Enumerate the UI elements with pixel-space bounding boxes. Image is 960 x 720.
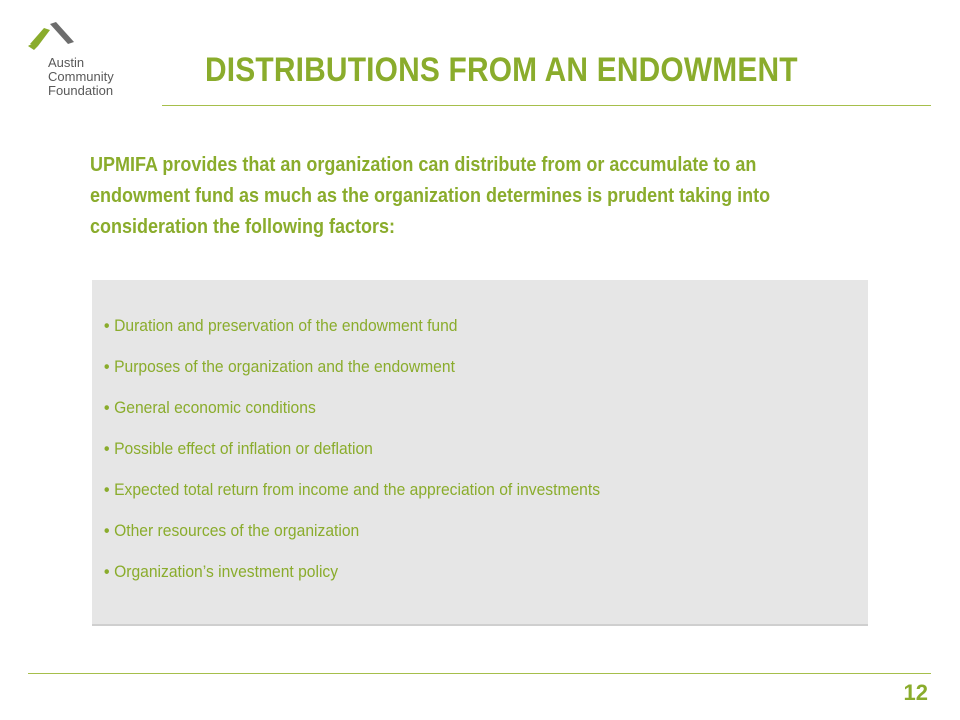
factor-text: Other resources of the organization — [114, 521, 360, 540]
factor-text: Purposes of the organization and the endowment — [114, 357, 455, 376]
factor-item — [104, 316, 600, 336]
factor-item — [104, 439, 600, 459]
page-number: 12 — [903, 680, 928, 705]
bullet-icon: • — [104, 316, 110, 335]
bullet-icon: • — [104, 562, 110, 581]
title-divider — [162, 105, 931, 106]
factors-list — [104, 316, 643, 603]
factor-item — [104, 398, 600, 418]
logo-wordmark — [48, 56, 114, 98]
bullet-icon: • — [104, 480, 110, 499]
bullet-icon: • — [104, 439, 110, 458]
bullet-icon: • — [104, 521, 110, 540]
factor-text: Organization’s investment policy — [114, 562, 339, 581]
factor-text: Expected total return from income and the appreciation of investments — [114, 480, 601, 499]
factors-panel — [92, 280, 868, 626]
factor-text: Possible effect of inflation or deflation — [114, 439, 373, 458]
bullet-icon: • — [104, 357, 110, 376]
logo-chevron-icon — [28, 20, 76, 52]
factor-item — [104, 521, 600, 541]
factor-text: Duration and preservation of the endowment fund — [114, 316, 458, 335]
factor-text: General economic conditions — [114, 398, 316, 417]
factor-item — [104, 562, 600, 582]
logo-line-3: Foundation — [48, 83, 114, 98]
footer-divider — [28, 673, 931, 674]
logo-line-1: Austin — [48, 55, 85, 70]
austin-community-foundation-logo — [28, 20, 138, 112]
intro-paragraph: UPMIFA provides that an organization can distribute from or accumulate to an endowment fund as much as the organization determines is prudent taking into consideration the following factors: — [90, 154, 771, 238]
factor-item — [104, 480, 600, 500]
logo-line-2: Community — [48, 69, 114, 84]
slide-title: DISTRIBUTIONS FROM AN ENDOWMENT — [205, 51, 798, 89]
bullet-icon: • — [104, 398, 110, 417]
factor-item — [104, 357, 600, 377]
